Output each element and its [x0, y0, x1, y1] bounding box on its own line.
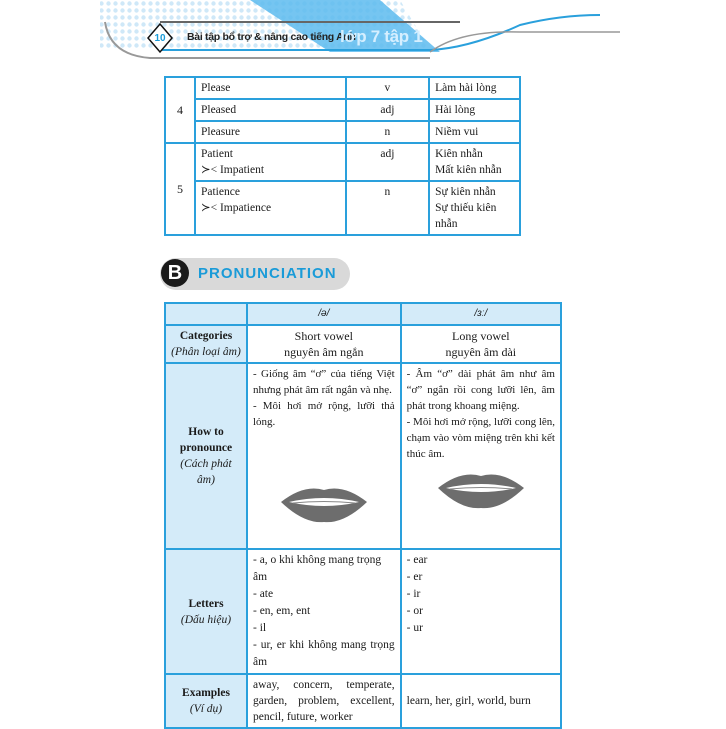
table-row: [165, 143, 520, 181]
meaning: Hài lòng: [429, 99, 520, 121]
lips-icon: [279, 482, 369, 524]
label-en: How to: [188, 426, 224, 438]
word: Patient: [200, 148, 233, 160]
meaning: Sự kiên nhẫn: [435, 186, 496, 198]
part-of-speech: adj: [346, 99, 429, 121]
letter-item: - ate: [253, 588, 274, 600]
antonym-meaning: Mất kiên nhẫn: [435, 164, 502, 176]
letter-item: - ir: [406, 588, 421, 600]
lips-icon: [436, 468, 526, 510]
instruction: - Giống âm “ơ” của tiếng Việt nhưng phát âm rất ngắn và nhẹ.: [253, 368, 395, 396]
how-to-long: [401, 363, 561, 549]
letters-short: [247, 549, 401, 674]
instruction: - Môi hơi mở rộng, lưỡi cong lên, chạm vào vòm miệng trên khi kết thúc âm.: [406, 416, 556, 460]
label-en: Letters: [188, 597, 224, 610]
category-vi: nguyên âm ngắn: [284, 345, 364, 359]
how-to-short: [247, 363, 401, 549]
antonym: ≻< Impatient: [200, 164, 265, 176]
word: Pleasure: [195, 121, 346, 143]
meaning: Kiên nhẫn: [435, 148, 483, 160]
table-row: [165, 99, 520, 121]
letter-item: - ur, er khi không mang trọng âm: [253, 639, 395, 668]
label-en: Examples: [182, 687, 230, 699]
letters-long: [401, 549, 561, 674]
label-en: Categories: [179, 330, 233, 342]
part-of-speech: adj: [346, 143, 429, 181]
letter-item: - or: [406, 605, 423, 617]
table-row: [165, 363, 561, 549]
row-label-letters: [165, 549, 247, 674]
label-vi: (Phân loại âm): [171, 346, 241, 358]
instruction: - Âm “ơ” dài phát âm như âm “ơ” ngắn rồi cong lưỡi lên, âm phát trong khoang miệng.: [406, 368, 555, 412]
category-en: Long vowel: [451, 329, 510, 343]
meaning: Làm hài lòng: [429, 77, 520, 99]
column-header-short: /ə/: [247, 303, 401, 325]
label-vi: (Ví dụ): [189, 703, 223, 715]
page-number: 10: [154, 33, 166, 44]
meaning-cell: [429, 143, 520, 181]
table-row: [165, 121, 520, 143]
column-header-long: /ɜː/: [401, 303, 561, 325]
word-cell: [195, 143, 346, 181]
row-label-categories: [165, 325, 247, 363]
letter-item: - en, em, ent: [253, 605, 311, 617]
section-title: PRONUNCIATION: [198, 265, 337, 282]
letter-item: - ear: [406, 554, 428, 566]
letter-item: - er: [406, 571, 423, 583]
instruction: - Môi hơi mở rộng, lưỡi thả lỏng.: [253, 400, 395, 428]
word: Please: [195, 77, 346, 99]
label-vi: (Dấu hiệu): [180, 613, 232, 626]
letter-item: - a, o khi không mang trọng âm: [253, 554, 382, 583]
section-heading: [160, 258, 350, 290]
antonym: ≻< Impatience: [200, 202, 272, 214]
word: Pleased: [195, 99, 346, 121]
section-badge: B: [161, 259, 189, 287]
group-number: 4: [165, 77, 195, 143]
label-vi: (Cách phát âm): [180, 458, 232, 486]
pronunciation-table: [164, 302, 562, 729]
group-number: 5: [165, 143, 195, 235]
table-row: [165, 549, 561, 674]
table-row: [165, 325, 561, 363]
examples-long: learn, her, girl, world, burn: [401, 674, 561, 728]
table-row: [165, 181, 520, 235]
book-title: Bài tập bổ trợ & nâng cao tiếng Anh: [187, 31, 356, 43]
category-en: Short vowel: [294, 329, 353, 343]
meaning: Niềm vui: [429, 121, 520, 143]
book-subtitle: lớp 7 tập 1: [340, 27, 423, 46]
letter-item: - il: [253, 622, 267, 634]
row-label-examples: [165, 674, 247, 728]
part-of-speech: n: [346, 121, 429, 143]
row-label-how-to: [165, 363, 247, 549]
meaning-cell: [429, 181, 520, 235]
part-of-speech: v: [346, 77, 429, 99]
category-long: [401, 325, 561, 363]
table-header-row: [165, 303, 561, 325]
antonym-meaning: Sự thiếu kiên nhẫn: [435, 202, 497, 230]
corner-cell: [165, 303, 247, 325]
word-cell: [195, 181, 346, 235]
table-row: [165, 674, 561, 728]
category-short: [247, 325, 401, 363]
examples-short: away, concern, temperate, garden, problem, excellent, pencil, future, worker: [247, 674, 401, 728]
word: Patience: [200, 186, 240, 198]
table-row: [165, 77, 520, 99]
category-vi: nguyên âm dài: [445, 345, 517, 359]
page-header: [0, 0, 726, 62]
letter-item: - ur: [406, 622, 423, 634]
part-of-speech: n: [346, 181, 429, 235]
vocab-table: [164, 76, 521, 236]
label-en: pronounce: [179, 442, 233, 454]
